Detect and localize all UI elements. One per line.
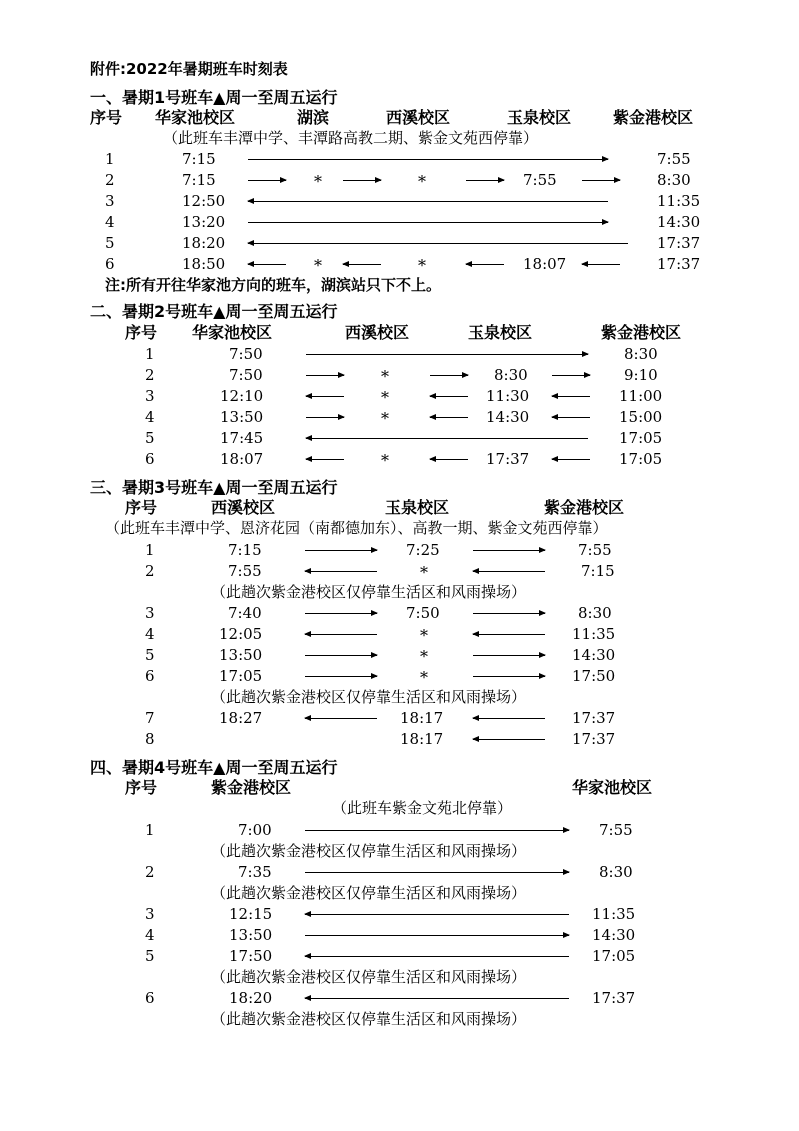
route4-col-huajiachi: 华家池校区	[572, 778, 653, 797]
route3-row7-arrow-1	[305, 718, 377, 719]
route1-row6-arrow-4	[582, 264, 620, 265]
route3-row6-no: 6	[145, 667, 155, 685]
route1-row2-yuquan: 7:55	[523, 171, 557, 189]
route3-row8-arrow	[473, 739, 545, 740]
route4-row5-stop-note: （此趟次紫金港校区仅停靠生活区和风雨操场）	[211, 968, 527, 986]
route3-row6-arrow-1	[305, 676, 377, 677]
route4-heading: 四、暑期4号班车▲周一至周五运行	[90, 758, 338, 777]
route1-row2-depart: 7:15	[182, 171, 216, 189]
route3-row5-arrow-1	[305, 655, 377, 656]
route4-row3-arrow-left	[305, 914, 569, 915]
route2-row6-arrow-2	[430, 459, 468, 460]
route2-row2-no: 2	[145, 366, 155, 384]
route1-row2-star-xixi: *	[418, 172, 426, 191]
route2-row4-arrow-2	[430, 417, 468, 418]
route2-row5-arrive: 17:45	[220, 429, 264, 447]
route2-row3-arrow-2	[430, 396, 468, 397]
route3-row7-yuquan: 18:17	[400, 709, 444, 727]
route1-row1-no: 1	[105, 150, 115, 168]
route1-row3-arrive: 12:50	[182, 192, 226, 210]
route3-row2-arrow-1	[305, 571, 377, 572]
route1-row5-no: 5	[105, 234, 115, 252]
route1-row4-arrow-right	[248, 222, 608, 223]
route4-row6-stop-note: （此趟次紫金港校区仅停靠生活区和风雨操场）	[211, 1010, 527, 1028]
route3-row6-star-yuquan: *	[420, 668, 428, 687]
route2-row2-arrow-1	[306, 375, 344, 376]
route1-footnote: 注:所有开往华家池方向的班车，湖滨站只下不上。	[105, 276, 442, 294]
route3-row4-star-yuquan: *	[420, 626, 428, 645]
route1-row2-no: 2	[105, 171, 115, 189]
route3-row5-arrive: 14:30	[572, 646, 616, 664]
route4-stop-note: （此班车紫金文苑北停靠）	[332, 799, 513, 817]
route2-col-yuquan: 玉泉校区	[468, 323, 533, 342]
route1-row4-no: 4	[105, 213, 115, 231]
route4-col-no: 序号	[125, 778, 158, 797]
route3-row3-yuquan: 7:50	[406, 604, 440, 622]
route2-row3-no: 3	[145, 387, 155, 405]
route2-col-no: 序号	[125, 323, 158, 342]
route3-row1-no: 1	[145, 541, 155, 559]
route1-col-yuquan: 玉泉校区	[507, 108, 572, 127]
route2-row6-yuquan: 17:37	[486, 450, 530, 468]
route4-row4-no: 4	[145, 926, 155, 944]
route3-row2-depart: 7:15	[581, 562, 615, 580]
route4-row2-depart: 7:35	[238, 863, 272, 881]
route3-row1-yuquan: 7:25	[406, 541, 440, 559]
route3-row4-arrive: 12:05	[219, 625, 263, 643]
route3-row3-arrow-2	[473, 613, 545, 614]
route2-heading: 二、暑期2号班车▲周一至周五运行	[90, 302, 338, 321]
route1-row6-arrow-2	[343, 264, 381, 265]
route4-row4-arrow-right	[305, 935, 569, 936]
route1-row2-arrow-2	[343, 180, 381, 181]
route1-row6-arrow-1	[248, 264, 286, 265]
route3-row7-arrive: 18:27	[219, 709, 263, 727]
route2-row2-yuquan: 8:30	[494, 366, 528, 384]
route3-row5-arrow-2	[473, 655, 545, 656]
route2-row2-depart: 7:50	[229, 366, 263, 384]
route3-heading: 三、暑期3号班车▲周一至周五运行	[90, 478, 338, 497]
route2-row2-arrow-3	[552, 375, 590, 376]
route2-row1-arrow-right	[306, 354, 588, 355]
route3-row7-no: 7	[145, 709, 155, 727]
route2-row5-arrow-left	[306, 438, 588, 439]
route2-row1-no: 1	[145, 345, 155, 363]
route3-row4-arrow-2	[473, 634, 545, 635]
route1-row6-star-hubin: *	[314, 256, 322, 275]
route2-row2-star-xixi: *	[381, 367, 389, 386]
route1-row4-arrive: 14:30	[657, 213, 701, 231]
route3-row7-depart: 17:37	[572, 709, 616, 727]
route4-row5-depart: 17:05	[592, 947, 636, 965]
route1-stop-note: （此班车丰潭中学、丰潭路高教二期、紫金文苑西停靠）	[163, 129, 539, 147]
document-title: 附件:2022年暑期班车时刻表	[90, 60, 288, 78]
route2-row2-arrive: 9:10	[624, 366, 658, 384]
route1-row6-star-xixi: *	[418, 256, 426, 275]
route1-row3-depart: 11:35	[657, 192, 701, 210]
route2-row4-star-xixi: *	[381, 409, 389, 428]
route3-row2-arrive: 7:55	[228, 562, 262, 580]
route2-row4-arrow-3	[552, 417, 590, 418]
route3-row8-no: 8	[145, 730, 155, 748]
route1-row2-arrow-4	[582, 180, 620, 181]
route3-row4-depart: 11:35	[572, 625, 616, 643]
route1-row5-depart: 17:37	[657, 234, 701, 252]
route1-row1-arrow-right	[248, 159, 608, 160]
route3-col-xixi: 西溪校区	[211, 498, 276, 517]
route2-row3-arrow-3	[552, 396, 590, 397]
route2-row3-yuquan: 11:30	[486, 387, 530, 405]
route3-row4-arrow-1	[305, 634, 377, 635]
route4-row6-arrive: 18:20	[229, 989, 273, 1007]
route2-col-huajiachi: 华家池校区	[192, 323, 273, 342]
route4-row6-depart: 17:37	[592, 989, 636, 1007]
route2-row6-star-xixi: *	[381, 451, 389, 470]
route1-col-xixi: 西溪校区	[386, 108, 451, 127]
route2-row1-depart: 7:50	[229, 345, 263, 363]
route1-row6-arrive: 18:50	[182, 255, 226, 273]
route3-row3-depart: 7:40	[228, 604, 262, 622]
route3-row1-arrive: 7:55	[578, 541, 612, 559]
route2-row6-arrive: 18:07	[220, 450, 264, 468]
route1-row2-arrow-1	[248, 180, 286, 181]
route4-row2-stop-note: （此趟次紫金港校区仅停靠生活区和风雨操场）	[211, 884, 527, 902]
route2-row1-arrive: 8:30	[624, 345, 658, 363]
route1-row2-star-hubin: *	[314, 172, 322, 191]
route2-row3-star-xixi: *	[381, 388, 389, 407]
route3-row7-arrow-2	[473, 718, 545, 719]
route2-row6-no: 6	[145, 450, 155, 468]
route2-row4-yuquan: 14:30	[486, 408, 530, 426]
route1-row2-arrow-3	[466, 180, 504, 181]
route3-row5-depart: 13:50	[219, 646, 263, 664]
route4-row5-no: 5	[145, 947, 155, 965]
route4-row4-arrive: 14:30	[592, 926, 636, 944]
route1-row1-depart: 7:15	[182, 150, 216, 168]
route1-row6-arrow-3	[466, 264, 504, 265]
route3-stop-note: （此班车丰潭中学、恩济花园（南都德加东）、高教一期、紫金文苑西停靠）	[105, 519, 608, 537]
route3-row5-no: 5	[145, 646, 155, 664]
route3-col-zijingang: 紫金港校区	[544, 498, 625, 517]
route2-row4-no: 4	[145, 408, 155, 426]
route2-row6-arrow-1	[306, 459, 344, 460]
route4-row5-arrow-left	[305, 956, 569, 957]
route1-row6-depart: 17:37	[657, 255, 701, 273]
route1-row1-arrive: 7:55	[657, 150, 691, 168]
route4-row5-arrive: 17:50	[229, 947, 273, 965]
route3-col-yuquan: 玉泉校区	[385, 498, 450, 517]
route2-row3-arrow-1	[306, 396, 344, 397]
route1-heading: 一、暑期1号班车▲周一至周五运行	[90, 88, 338, 107]
route1-col-huajiachi: 华家池校区	[155, 108, 236, 127]
route2-col-xixi: 西溪校区	[345, 323, 410, 342]
route3-row3-no: 3	[145, 604, 155, 622]
route4-row1-no: 1	[145, 821, 155, 839]
route4-row1-arrive: 7:55	[599, 821, 633, 839]
route2-row4-arrive: 15:00	[619, 408, 663, 426]
route3-row2-star-yuquan: *	[420, 563, 428, 582]
route4-row2-arrow-right	[305, 872, 569, 873]
route1-row3-arrow-left	[248, 201, 608, 202]
route3-row3-arrow-1	[305, 613, 377, 614]
route4-row2-no: 2	[145, 863, 155, 881]
route3-row6-arrive: 17:50	[572, 667, 616, 685]
route2-row6-arrow-3	[552, 459, 590, 460]
route2-row3-depart: 11:00	[619, 387, 663, 405]
route2-col-zijingang: 紫金港校区	[601, 323, 682, 342]
route3-row1-arrow-1	[305, 550, 377, 551]
route3-row5-star-yuquan: *	[420, 647, 428, 666]
route1-row6-no: 6	[105, 255, 115, 273]
route4-col-zijingang: 紫金港校区	[211, 778, 292, 797]
route3-row2-arrow-2	[473, 571, 545, 572]
route4-row1-arrow-right	[305, 830, 569, 831]
route3-row3-arrive: 8:30	[578, 604, 612, 622]
route3-row8-depart: 17:37	[572, 730, 616, 748]
route4-row3-depart: 11:35	[592, 905, 636, 923]
route1-row4-depart: 13:20	[182, 213, 226, 231]
route3-row8-yuquan: 18:17	[400, 730, 444, 748]
route3-row4-no: 4	[145, 625, 155, 643]
route1-row5-arrive: 18:20	[182, 234, 226, 252]
route1-col-zijingang: 紫金港校区	[613, 108, 694, 127]
route4-row3-arrive: 12:15	[229, 905, 273, 923]
route4-row1-stop-note: （此趟次紫金港校区仅停靠生活区和风雨操场）	[211, 842, 527, 860]
route4-row6-no: 6	[145, 989, 155, 1007]
route1-row6-yuquan: 18:07	[523, 255, 567, 273]
route2-row4-depart: 13:50	[220, 408, 264, 426]
route3-row2-stop-note: （此趟次紫金港校区仅停靠生活区和风雨操场）	[211, 583, 527, 601]
route3-row1-depart: 7:15	[228, 541, 262, 559]
route1-row2-arrive: 8:30	[657, 171, 691, 189]
route2-row6-depart: 17:05	[619, 450, 663, 468]
route1-row3-no: 3	[105, 192, 115, 210]
route4-row6-arrow-left	[305, 998, 569, 999]
route1-row5-arrow-left	[248, 243, 628, 244]
route1-col-no: 序号	[90, 108, 123, 127]
route3-row1-arrow-2	[473, 550, 545, 551]
route3-row2-no: 2	[145, 562, 155, 580]
route3-col-no: 序号	[125, 498, 158, 517]
route3-row6-stop-note: （此趟次紫金港校区仅停靠生活区和风雨操场）	[211, 688, 527, 706]
route4-row4-depart: 13:50	[229, 926, 273, 944]
route4-row2-arrive: 8:30	[599, 863, 633, 881]
route2-row5-depart: 17:05	[619, 429, 663, 447]
route1-col-hubin: 湖滨	[297, 108, 330, 127]
route3-row6-arrow-2	[473, 676, 545, 677]
route2-row4-arrow-1	[306, 417, 344, 418]
route3-row6-depart: 17:05	[219, 667, 263, 685]
route2-row3-arrive: 12:10	[220, 387, 264, 405]
route2-row5-no: 5	[145, 429, 155, 447]
route4-row1-depart: 7:00	[238, 821, 272, 839]
route4-row3-no: 3	[145, 905, 155, 923]
route2-row2-arrow-2	[430, 375, 468, 376]
